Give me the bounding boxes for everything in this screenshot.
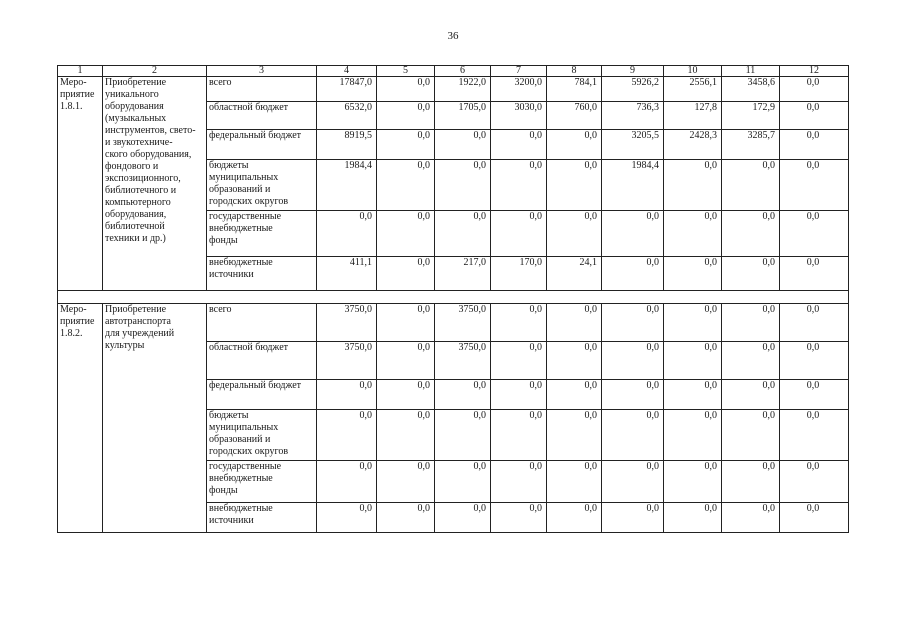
table-row <box>58 77 849 102</box>
text-line: Меро- <box>60 77 87 88</box>
text-line: ского оборудования, <box>105 149 192 160</box>
value-cell: 0,0 <box>317 503 377 533</box>
value-cell: 0,0 <box>547 410 602 461</box>
value-cell: 1984,4 <box>602 160 664 211</box>
value-cell: 0,0 <box>547 304 602 342</box>
funding-source <box>207 102 317 130</box>
value-cell: 0,0 <box>491 461 547 503</box>
text-line: источники <box>209 515 254 526</box>
value-cell: 1984,4 <box>317 160 377 211</box>
value-cell: 172,9 <box>722 102 780 130</box>
column-number: 10 <box>664 66 722 77</box>
text-line: оборудования, <box>105 209 167 220</box>
column-number: 4 <box>317 66 377 77</box>
value-cell: 0,0 <box>317 380 377 410</box>
value-cell: 0,0 <box>780 461 849 503</box>
funding-source <box>207 211 317 257</box>
value-cell: 0,0 <box>602 211 664 257</box>
value-cell: 0,0 <box>664 211 722 257</box>
budget-table <box>57 65 849 533</box>
value-cell: 170,0 <box>491 257 547 291</box>
text-line: инструментов, свето- <box>105 125 196 136</box>
text-line: бюджеты <box>209 410 249 421</box>
value-cell: 0,0 <box>602 380 664 410</box>
text-line: источники <box>209 269 254 280</box>
value-cell: 3750,0 <box>317 304 377 342</box>
value-cell: 0,0 <box>491 342 547 380</box>
value-cell: 0,0 <box>317 211 377 257</box>
text-line: компьютерного <box>105 197 171 208</box>
measure-code <box>58 304 103 533</box>
column-number: 1 <box>58 66 103 77</box>
value-cell: 0,0 <box>435 410 491 461</box>
value-cell: 0,0 <box>377 211 435 257</box>
funding-source <box>207 77 317 102</box>
value-cell: 0,0 <box>780 102 849 130</box>
page-number: 36 <box>447 30 459 42</box>
value-cell: 0,0 <box>491 410 547 461</box>
value-cell: 0,0 <box>377 102 435 130</box>
value-cell: 2556,1 <box>664 77 722 102</box>
text-line: и звукотехниче- <box>105 137 173 148</box>
value-cell: 217,0 <box>435 257 491 291</box>
value-cell: 0,0 <box>664 461 722 503</box>
value-cell: 0,0 <box>602 304 664 342</box>
table-row <box>58 304 849 342</box>
value-cell: 0,0 <box>780 503 849 533</box>
value-cell: 0,0 <box>435 461 491 503</box>
value-cell: 760,0 <box>547 102 602 130</box>
value-cell: 0,0 <box>722 257 780 291</box>
text-line: внебюджетные <box>209 257 273 268</box>
text-line: для учреждений <box>105 328 175 339</box>
text-line: внебюджетные <box>209 503 273 514</box>
value-cell: 0,0 <box>377 257 435 291</box>
value-cell: 0,0 <box>377 410 435 461</box>
column-number: 7 <box>491 66 547 77</box>
value-cell: 0,0 <box>722 160 780 211</box>
value-cell: 0,0 <box>547 342 602 380</box>
column-number: 12 <box>780 66 849 77</box>
text-line: 1.8.1. <box>60 101 83 112</box>
value-cell: 0,0 <box>377 304 435 342</box>
value-cell: 0,0 <box>435 211 491 257</box>
text-line: техники и др.) <box>105 233 166 244</box>
text-line: муниципальных <box>209 422 279 433</box>
text-line: Приобретение <box>105 77 167 88</box>
value-cell: 736,3 <box>602 102 664 130</box>
text-line: всего <box>209 77 232 88</box>
value-cell: 24,1 <box>547 257 602 291</box>
value-cell: 0,0 <box>602 257 664 291</box>
value-cell: 0,0 <box>602 503 664 533</box>
value-cell: 17847,0 <box>317 77 377 102</box>
text-line: культуры <box>105 340 145 351</box>
text-line: библиотечной <box>105 221 165 232</box>
value-cell: 0,0 <box>722 380 780 410</box>
value-cell: 411,1 <box>317 257 377 291</box>
text-line: приятие <box>60 316 95 327</box>
value-cell: 3750,0 <box>317 342 377 380</box>
value-cell: 0,0 <box>547 503 602 533</box>
value-cell: 0,0 <box>377 503 435 533</box>
value-cell: 0,0 <box>377 77 435 102</box>
value-cell: 0,0 <box>780 211 849 257</box>
text-line: областной бюджет <box>209 342 289 353</box>
text-line: городских округов <box>209 196 289 207</box>
value-cell: 0,0 <box>435 503 491 533</box>
value-cell: 0,0 <box>491 380 547 410</box>
text-line: фонды <box>209 485 238 496</box>
value-cell: 0,0 <box>780 257 849 291</box>
value-cell: 3458,6 <box>722 77 780 102</box>
column-number-row <box>58 66 849 77</box>
measure-title <box>103 304 207 533</box>
value-cell: 0,0 <box>547 211 602 257</box>
value-cell: 0,0 <box>547 461 602 503</box>
funding-source <box>207 130 317 160</box>
value-cell: 0,0 <box>722 211 780 257</box>
funding-source <box>207 380 317 410</box>
text-line: (музыкальных <box>105 113 167 124</box>
funding-source <box>207 342 317 380</box>
value-cell: 0,0 <box>664 304 722 342</box>
value-cell: 784,1 <box>547 77 602 102</box>
value-cell: 1922,0 <box>435 77 491 102</box>
text-line: областной бюджет <box>209 102 289 113</box>
value-cell: 3750,0 <box>435 304 491 342</box>
value-cell: 0,0 <box>722 503 780 533</box>
text-line: внебюджетные <box>209 223 273 234</box>
text-line: всего <box>209 304 232 315</box>
value-cell: 0,0 <box>547 130 602 160</box>
text-line: Приобретение <box>105 304 167 315</box>
value-cell: 0,0 <box>491 130 547 160</box>
column-number: 9 <box>602 66 664 77</box>
value-cell: 0,0 <box>377 130 435 160</box>
text-line: государственные <box>209 211 282 222</box>
text-line: муниципальных <box>209 172 279 183</box>
column-number: 8 <box>547 66 602 77</box>
text-line: городских округов <box>209 446 289 457</box>
value-cell: 3205,5 <box>602 130 664 160</box>
value-cell: 0,0 <box>722 342 780 380</box>
value-cell: 0,0 <box>722 304 780 342</box>
column-number: 2 <box>103 66 207 77</box>
value-cell: 0,0 <box>547 160 602 211</box>
value-cell: 0,0 <box>377 380 435 410</box>
column-number: 3 <box>207 66 317 77</box>
value-cell: 2428,3 <box>664 130 722 160</box>
value-cell: 0,0 <box>780 130 849 160</box>
measure-code <box>58 77 103 291</box>
column-number: 11 <box>722 66 780 77</box>
text-line: 1.8.2. <box>60 328 83 339</box>
value-cell: 6532,0 <box>317 102 377 130</box>
value-cell: 5926,2 <box>602 77 664 102</box>
text-line: образований и <box>209 184 271 195</box>
value-cell: 0,0 <box>435 130 491 160</box>
value-cell: 0,0 <box>780 77 849 102</box>
funding-source <box>207 304 317 342</box>
value-cell: 0,0 <box>664 160 722 211</box>
funding-source <box>207 461 317 503</box>
value-cell: 0,0 <box>377 461 435 503</box>
value-cell: 0,0 <box>317 410 377 461</box>
value-cell: 0,0 <box>377 160 435 211</box>
value-cell: 0,0 <box>780 160 849 211</box>
spacer-row <box>58 291 849 304</box>
text-line: автотранспорта <box>105 316 171 327</box>
text-line: федеральный бюджет <box>209 380 302 391</box>
value-cell: 0,0 <box>547 380 602 410</box>
value-cell: 3030,0 <box>491 102 547 130</box>
value-cell: 0,0 <box>664 410 722 461</box>
value-cell: 0,0 <box>722 461 780 503</box>
spacer-cell <box>58 291 849 304</box>
text-line: оборудования <box>105 101 164 112</box>
value-cell: 0,0 <box>435 160 491 211</box>
measure-title <box>103 77 207 291</box>
text-line: уникального <box>105 89 159 100</box>
text-line: внебюджетные <box>209 473 273 484</box>
value-cell: 3200,0 <box>491 77 547 102</box>
value-cell: 0,0 <box>664 380 722 410</box>
value-cell: 0,0 <box>664 503 722 533</box>
text-line: федеральный бюджет <box>209 130 302 141</box>
value-cell: 0,0 <box>491 503 547 533</box>
value-cell: 0,0 <box>602 342 664 380</box>
text-line: экспозиционного, <box>105 173 181 184</box>
text-line: фонды <box>209 235 238 246</box>
value-cell: 0,0 <box>491 304 547 342</box>
text-line: Меро- <box>60 304 87 315</box>
funding-source <box>207 160 317 211</box>
funding-source <box>207 503 317 533</box>
text-line: государственные <box>209 461 282 472</box>
value-cell: 0,0 <box>780 380 849 410</box>
text-line: библиотечного и <box>105 185 177 196</box>
value-cell: 0,0 <box>722 410 780 461</box>
value-cell: 3750,0 <box>435 342 491 380</box>
value-cell: 0,0 <box>780 410 849 461</box>
text-line: образований и <box>209 434 271 445</box>
text-line: фондового и <box>105 161 159 172</box>
value-cell: 0,0 <box>377 342 435 380</box>
value-cell: 0,0 <box>491 211 547 257</box>
value-cell: 0,0 <box>664 342 722 380</box>
value-cell: 127,8 <box>664 102 722 130</box>
text-line: приятие <box>60 89 95 100</box>
value-cell: 3285,7 <box>722 130 780 160</box>
funding-source <box>207 410 317 461</box>
funding-source <box>207 257 317 291</box>
value-cell: 0,0 <box>780 304 849 342</box>
value-cell: 0,0 <box>664 257 722 291</box>
value-cell: 0,0 <box>602 410 664 461</box>
text-line: бюджеты <box>209 160 249 171</box>
value-cell: 8919,5 <box>317 130 377 160</box>
value-cell: 0,0 <box>491 160 547 211</box>
column-number: 6 <box>435 66 491 77</box>
value-cell: 0,0 <box>317 461 377 503</box>
column-number: 5 <box>377 66 435 77</box>
value-cell: 1705,0 <box>435 102 491 130</box>
value-cell: 0,0 <box>602 461 664 503</box>
value-cell: 0,0 <box>435 380 491 410</box>
value-cell: 0,0 <box>780 342 849 380</box>
